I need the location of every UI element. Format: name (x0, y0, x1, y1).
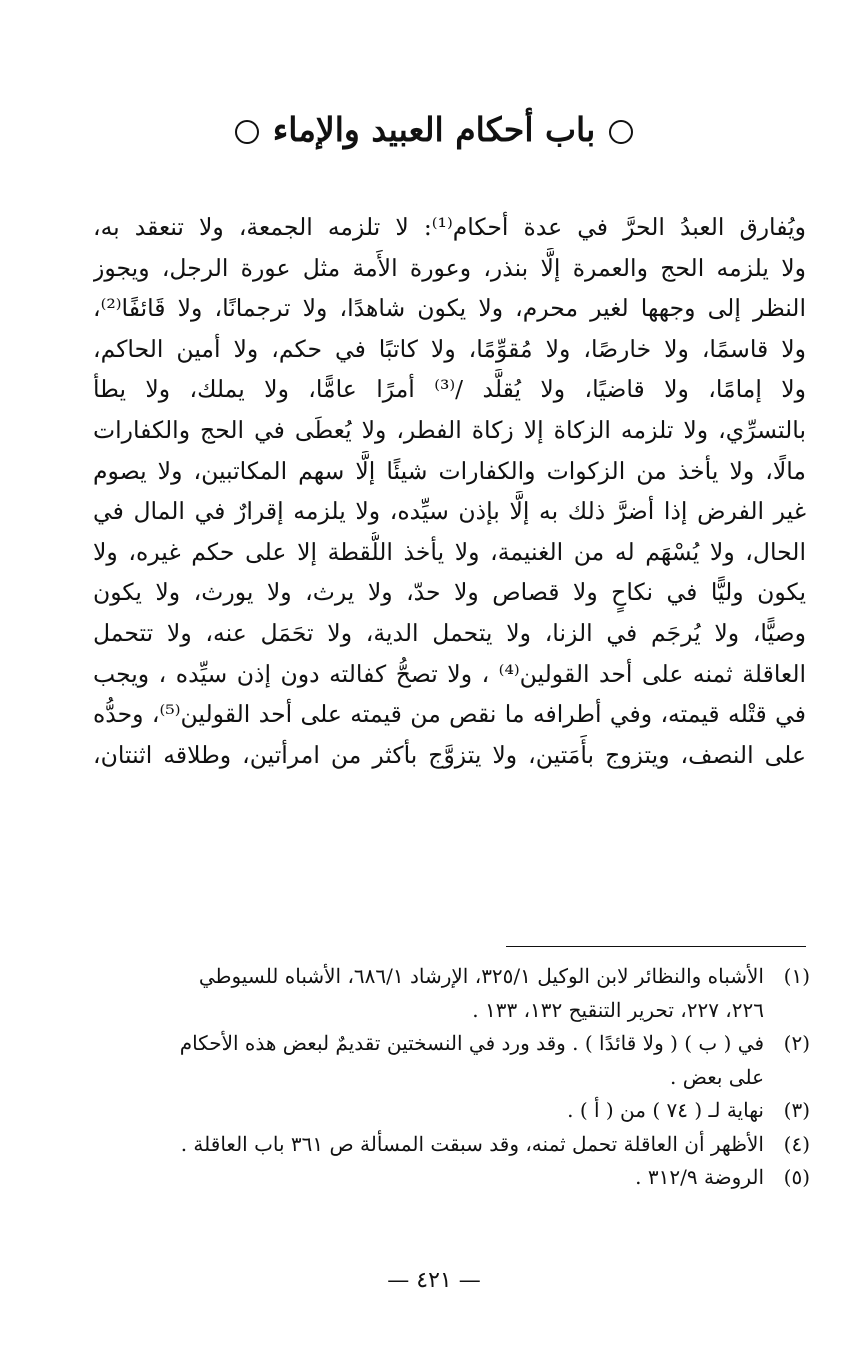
text-line: على النصف، ويتزوج بأَمَتين، ولا يتزوَّج بأكثر من امرأتين، وطلاقه اثنتان، (93, 740, 806, 769)
text-line: مالًا، ولا يأخذ من الزكوات والكفارات شيئًا إلَّا سهم المكاتبين، ولا يصوم (93, 456, 806, 485)
footnote-text: نهاية لـ ( ٧٤ ) من ( أ ) . (567, 1098, 764, 1122)
text-line: ويُفارق العبدُ الحرَّ في عدة أحكام⁽¹⁾: لا تلزمه الجمعة، ولا تنعقد به، (93, 213, 806, 241)
footnote-number: (٥) (783, 1165, 810, 1189)
text-line: ولا يلزمه الحج والعمرة إلَّا بنذر، وعورة الأَمة مثل عورة الرجل، ويجوز (93, 253, 806, 282)
text-line: في قتْله قيمته، وفي أطرافه ما نقص من قيمته على أحد القولين⁽⁵⁾، وحدُّه (93, 700, 806, 729)
circle-ornament-icon (235, 120, 259, 144)
text-line: العاقلة ثمنه على أحد القولين⁽⁴⁾ ، ولا تصحُّ كفالته دون إذن سيِّده ، ويجب (93, 659, 806, 688)
footnote (60, 1128, 810, 1162)
chapter-title (0, 100, 868, 160)
footnote-number: (١) (783, 964, 810, 988)
footnote-text: الأشباه والنظائر لابن الوكيل ٣٢٥/١، الإرشاد ٦٨٦/١، الأشباه للسيوطي (198, 964, 764, 988)
text-line: بالتسرِّي، ولا تلزمه الزكاة إلا زكاة الفطر، ولا يُعطَى في الحج والكفارات (93, 415, 806, 444)
footnote-separator (506, 946, 806, 947)
page-number: — ٤٢١ — (387, 1268, 481, 1293)
text-line: وصيًّا، ولا يُرجَم في الزنا، ولا يتحمل الدية، ولا تحَمَل عنه، ولا تتحمل (93, 618, 806, 647)
text-line: ولا إمامًا، ولا قاضيًا، ولا يُقلَّد /⁽³⁾ أمرًا عامًّا، ولا يملك، ولا يطأ (93, 375, 806, 404)
chapter-title-text: باب أحكام العبيد والإماء (272, 110, 596, 149)
footnotes (60, 960, 810, 1195)
circle-ornament-icon (609, 120, 633, 144)
footnote-text: على بعض . (669, 1064, 764, 1089)
footnote-text: الأظهر أن العاقلة تحمل ثمنه، وقد سبقت المسألة ص ٣٦١ باب العاقلة . (180, 1131, 764, 1156)
text-line: الحال، ولا يُسْهَم له من الغنيمة، ولا يأخذ اللُّقطة إلا على حكم غيره، ولا (93, 537, 806, 566)
text-line: النظر إلى وجهها لغير محرم، ولا يكون شاهدًا، ولا ترجمانًا، ولا قَائفًا⁽²⁾، (93, 294, 806, 323)
footnote-text: في ( ب ) ( ولا قائدًا ) . وقد ورد في النسختين تقديمٌ لبعض هذه الأحكام (179, 1031, 764, 1055)
footnote-text: الروضة ٣١٢/٩ . (635, 1165, 764, 1189)
text-line: يكون وليًّا في نكاحٍ ولا قصاص ولا حدّ، ولا يرث، ولا يورث، ولا يكون (93, 578, 806, 607)
footnote (60, 1027, 810, 1094)
main-text (93, 207, 806, 775)
footnote-number: (٤) (783, 1131, 810, 1156)
footnote-number: (٣) (783, 1098, 810, 1122)
footnote (60, 1094, 810, 1128)
text-line: غير الفرض إذا أضرَّ ذلك به إلَّا بإذن سيِّده، ولا يلزمه إقرارٌ في المال في (93, 497, 806, 526)
footnote-number: (٢) (783, 1031, 810, 1055)
text-line: ولا قاسمًا، ولا خارصًا، ولا مُقوِّمًا، ولا كاتبًا في حكم، ولا أمين الحاكم، (93, 334, 806, 363)
footnote-text: ٢٢٦، ٢٢٧، تحرير التنقيح ١٣٢، ١٣٣ . (472, 997, 764, 1022)
footnote (60, 1161, 810, 1195)
footnote (60, 960, 810, 1027)
